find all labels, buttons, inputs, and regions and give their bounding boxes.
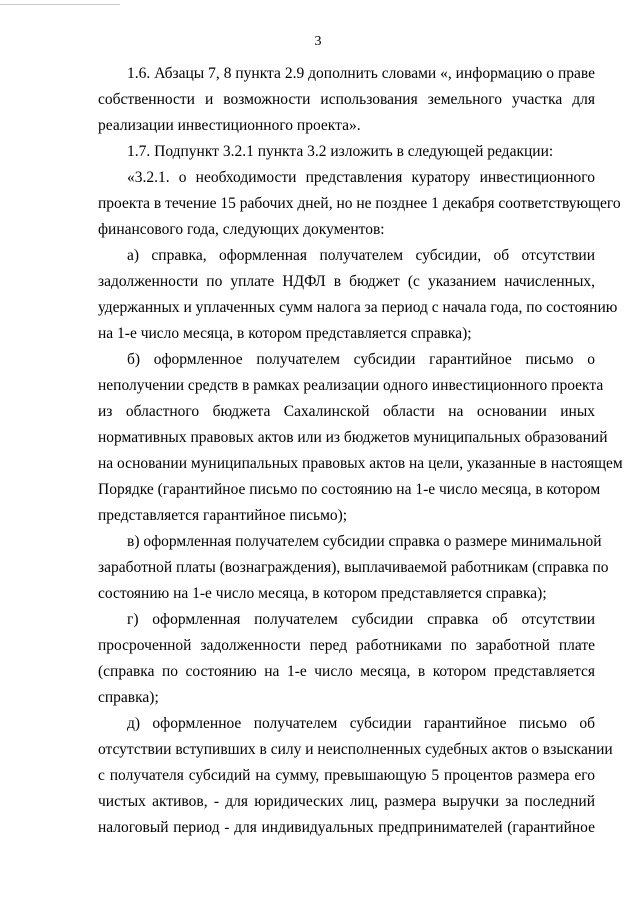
text-line: а) справка, оформленная получателем субсидии, об отсутствии	[127, 247, 595, 264]
text-line: «3.2.1. о необходимости представления куратору инвестиционного	[127, 169, 595, 186]
text-line: нормативных правовых актов или из бюджетов муниципальных образований	[98, 429, 608, 446]
text-line: реализации инвестиционного проекта».	[98, 117, 361, 134]
text-line: 1.7. Подпункт 3.2.1 пункта 3.2 изложить в следующей редакции:	[127, 143, 554, 160]
text-line: состоянию на 1-е число месяца, в котором представляется справка);	[98, 585, 547, 602]
text-line: на 1-е число месяца, в котором представляется справка);	[98, 325, 472, 342]
text-line: д) оформленное получателем субсидии гарантийное письмо об	[127, 715, 595, 732]
scan-edge-line	[0, 4, 120, 5]
text-line: (справка по состоянию на 1-е число месяца, в котором представляется	[98, 663, 595, 680]
text-line: просроченной задолженности перед работниками по заработной плате	[98, 637, 595, 654]
text-line: из областного бюджета Сахалинской области на основании иных	[98, 403, 595, 420]
page-number: 3	[314, 34, 322, 49]
text-line: собственности и возможности использования земельного участка для	[98, 91, 595, 108]
text-line: Порядке (гарантийное письмо по состоянию на 1-е число месяца, в котором	[98, 481, 601, 498]
text-line: проекта в течение 15 рабочих дней, но не позднее 1 декабря соответствующего	[98, 195, 621, 212]
text-line: 1.6. Абзацы 7, 8 пункта 2.9 дополнить словами «, информацию о праве	[127, 65, 595, 82]
text-line: г) оформленная получателем субсидии справка об отсутствии	[127, 611, 595, 628]
text-line: налоговый период - для индивидуальных предпринимателей (гарантийное	[98, 819, 595, 836]
text-line: финансового года, следующих документов:	[98, 221, 385, 238]
text-line: на основании муниципальных правовых актов на цели, указанные в настоящем	[98, 455, 623, 472]
text-line: отсутствии вступивших в силу и неисполненных судебных актов о взыскании	[98, 741, 613, 758]
text-line: б) оформленное получателем субсидии гарантийное письмо о	[127, 351, 595, 368]
text-line: удержанных и уплаченных сумм налога за период с начала года, по состоянию	[98, 299, 618, 316]
text-line: неполучении средств в рамках реализации одного инвестиционного проекта	[98, 377, 604, 394]
text-line: справка);	[98, 689, 159, 706]
text-line: с получателя субсидий на сумму, превышающую 5 процентов размера его	[98, 767, 595, 784]
text-line: заработной платы (вознаграждения), выплачиваемой работникам (справка по	[98, 559, 609, 576]
text-line: чистых активов, - для юридических лиц, размера выручки за последний	[98, 793, 595, 810]
text-line: задолженности по уплате НДФЛ в бюджет (с указанием начисленных,	[98, 273, 595, 290]
text-line: в) оформленная получателем субсидии справка о размере минимальной	[127, 533, 602, 550]
text-line: представляется гарантийное письмо);	[98, 507, 348, 524]
